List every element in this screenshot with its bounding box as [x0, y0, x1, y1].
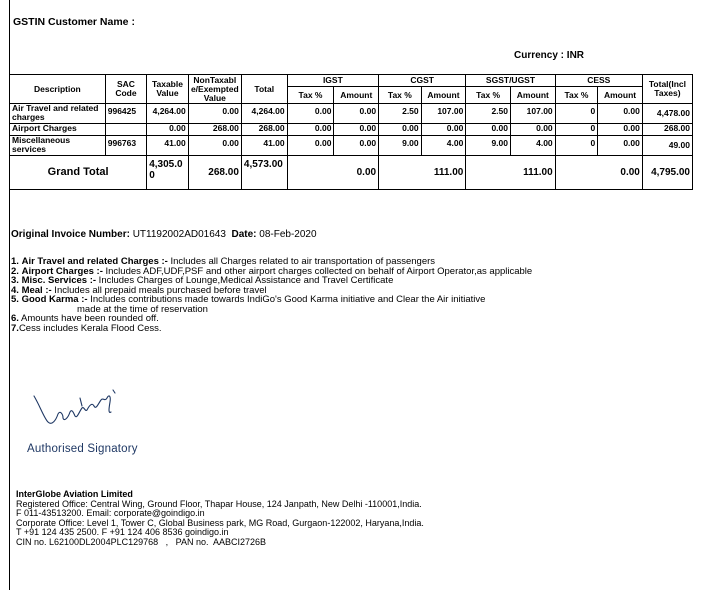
row-nontaxable: 0.00	[188, 136, 241, 156]
note-title: Good Karma :-	[21, 294, 88, 305]
note-number: 2.	[11, 265, 19, 277]
note-text: Cess includes Kerala Flood Cess.	[18, 322, 162, 334]
row-cess-amount: 0.00	[598, 104, 643, 124]
row-sgst-amount: 4.00	[510, 136, 555, 156]
note-number: 1.	[11, 256, 19, 267]
col-total-incl-taxes: Total(Incl Taxes)	[642, 75, 692, 104]
row-sgst-pct: 0.00	[466, 124, 511, 136]
note-text: Includes contributions made towards IndiGo's Good Karma initiative and Clear the Air initiative	[87, 294, 486, 305]
col-cess-amount: Amount	[598, 87, 643, 104]
row-cgst-pct: 9.00	[379, 136, 422, 156]
original-invoice-number: UT1192002AD01643	[132, 229, 226, 240]
row-description: Airport Charges	[10, 124, 106, 136]
note-title: Meal :-	[21, 284, 52, 296]
grand-total-total: 4,573.00	[241, 156, 287, 190]
row-cess-pct: 0	[555, 124, 598, 136]
row-total: 268.00	[241, 124, 287, 136]
row-total: 4,264.00	[241, 104, 287, 124]
note-title: Misc. Services :-	[21, 275, 97, 286]
row-grand-total: 4,478.00	[642, 104, 692, 124]
row-igst-amount: 0.00	[334, 124, 379, 136]
row-sgst-pct: 9.00	[466, 136, 511, 156]
note-number: 3.	[11, 275, 19, 286]
original-invoice-date: 08-Feb-2020	[259, 229, 317, 240]
phone-web-line: T +91 124 435 2500. F +91 124 406 8536 goindigo.in	[16, 527, 229, 537]
row-cgst-pct: 0.00	[379, 124, 422, 136]
row-igst-amount: 0.00	[334, 136, 379, 156]
row-igst-pct: 0.00	[287, 136, 334, 156]
grand-total-label: Grand Total	[10, 156, 147, 190]
col-cgst-tax-pct: Tax %	[379, 87, 422, 104]
row-cess-amount: 0.00	[598, 136, 643, 156]
row-sgst-amount: 0.00	[510, 124, 555, 136]
row-cgst-amount: 0.00	[421, 124, 466, 136]
row-igst-amount: 0.00	[334, 104, 379, 124]
note-number: 4.	[11, 284, 19, 296]
invoice-table	[9, 74, 693, 190]
note-title: Airport Charges :-	[21, 265, 103, 277]
grand-total-taxable: 4,305.00	[147, 156, 188, 190]
original-invoice-date-label: Date:	[231, 229, 257, 240]
row-description: Miscellaneous services	[10, 136, 106, 156]
note-text: Includes Charges of Lounge,Medical Assistance and Travel Certificate	[96, 275, 394, 286]
row-sac-code: 996425	[105, 104, 146, 124]
row-igst-pct: 0.00	[287, 124, 334, 136]
col-sgst-amount: Amount	[510, 87, 555, 104]
note-number: 5.	[11, 294, 19, 305]
row-nontaxable: 268.00	[188, 124, 241, 136]
grand-total-nontaxable: 268.00	[188, 156, 241, 190]
col-igst-amount: Amount	[334, 87, 379, 104]
grand-total-sgst: 111.00	[466, 156, 555, 190]
row-total: 41.00	[241, 136, 287, 156]
grand-total-incl-taxes: 4,795.00	[642, 156, 692, 190]
col-description: Description	[10, 75, 106, 104]
note-text: Amounts have been rounded off.	[18, 313, 159, 324]
col-nontaxable-value: NonTaxable/Exempted Value	[188, 75, 241, 104]
row-sac-code: 996763	[105, 136, 146, 156]
note-item	[11, 324, 532, 334]
note-text: made at the time of reservation	[77, 303, 208, 315]
col-cgst: CGST	[379, 75, 466, 87]
currency-label: Currency : INR	[514, 50, 585, 61]
col-sgst-tax-pct: Tax %	[466, 87, 511, 104]
note-text: Includes all prepaid meals purchased before travel	[51, 284, 267, 296]
row-taxable: 41.00	[147, 136, 188, 156]
fax-email-line: F 011-43513200. Email: corporate@goindigo.in	[16, 508, 205, 518]
col-total: Total	[241, 75, 287, 104]
col-sgst-ugst: SGST/UGST	[466, 75, 555, 87]
note-number: 7.	[11, 322, 19, 334]
col-taxable-value: Taxable Value	[147, 75, 188, 104]
col-cess-tax-pct: Tax %	[555, 87, 598, 104]
company-footer	[16, 490, 424, 547]
note-number: 6.	[11, 313, 19, 324]
row-cgst-pct: 2.50	[379, 104, 422, 124]
row-sgst-amount: 107.00	[510, 104, 555, 124]
cin-pan-line: CIN no. L62100DL2004PLC129768 , PAN no. AABCI2726B	[16, 536, 267, 547]
notes-list	[11, 257, 532, 333]
corporate-office-line: Corporate Office: Level 1, Tower C, Global Business park, MG Road, Gurgaon-122002, Haryana,India.	[16, 517, 424, 528]
original-invoice-line	[11, 229, 317, 240]
note-text: Includes all Charges related to air transportation of passengers	[167, 256, 436, 267]
registered-office-line: Registered Office: Central Wing, Ground Floor, Thapar House, 124 Janpath, New Delhi -110001,India.	[16, 498, 422, 509]
row-cess-amount: 0.00	[598, 124, 643, 136]
col-sac-code: SAC Code	[105, 75, 146, 104]
row-cgst-amount: 107.00	[421, 104, 466, 124]
col-igst-tax-pct: Tax %	[287, 87, 334, 104]
col-cess: CESS	[555, 75, 642, 87]
row-taxable: 4,264.00	[147, 104, 188, 124]
table-row	[10, 104, 693, 124]
table-row	[10, 136, 693, 156]
grand-total-row	[10, 156, 693, 190]
gstin-customer-name-label: GSTIN Customer Name :	[13, 16, 135, 28]
col-cgst-amount: Amount	[421, 87, 466, 104]
row-nontaxable: 0.00	[188, 104, 241, 124]
grand-total-cgst: 111.00	[379, 156, 466, 190]
row-igst-pct: 0.00	[287, 104, 334, 124]
row-taxable: 0.00	[147, 124, 188, 136]
row-cgst-amount: 4.00	[421, 136, 466, 156]
grand-total-cess: 0.00	[555, 156, 642, 190]
row-description: Air Travel and related charges	[10, 104, 106, 124]
row-sgst-pct: 2.50	[466, 104, 511, 124]
row-cess-pct: 0	[555, 104, 598, 124]
handwritten-signature	[30, 384, 130, 434]
col-igst: IGST	[287, 75, 378, 87]
original-invoice-number-label: Original Invoice Number:	[11, 229, 130, 240]
authorised-signatory-label: Authorised Signatory	[27, 443, 138, 455]
row-cess-pct: 0	[555, 136, 598, 156]
company-name: InterGlobe Aviation Limited	[16, 489, 133, 499]
note-title: Air Travel and related Charges :-	[21, 256, 168, 267]
note-text: Includes ADF,UDF,PSF and other airport charges collected on behalf of Airport Operator,as applicable	[102, 265, 533, 277]
grand-total-igst: 0.00	[287, 156, 378, 190]
row-sac-code	[105, 124, 146, 136]
row-grand-total: 49.00	[642, 136, 692, 156]
row-grand-total: 268.00	[642, 124, 692, 136]
table-row	[10, 124, 693, 136]
